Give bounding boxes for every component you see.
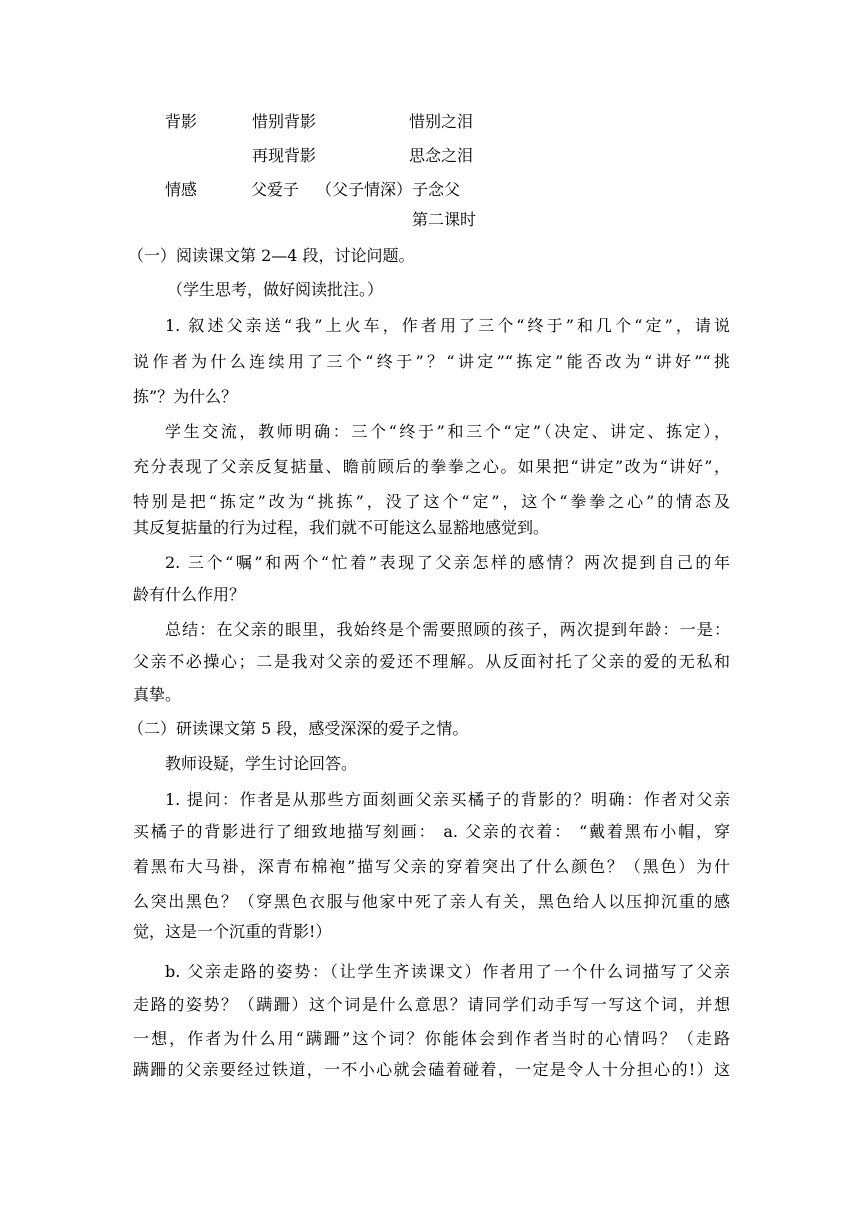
paragraph-line: 一想，作者为什么用“蹒跚”这个词？你能体会到作者当时的心情吗？（走路	[133, 1029, 730, 1048]
lesson-title: 第二课时	[412, 210, 477, 229]
paragraph-line: 1. 叙述父亲送“我”上火车，作者用了三个“终于”和几个“定”，请说	[165, 316, 730, 335]
paragraph-line: 龄有什么作用？	[133, 585, 246, 604]
section-note: 教师设疑，学生讨论回答。	[165, 754, 358, 773]
paragraph-line: 蹒跚的父亲要经过铁道，一不小心就会磕着碰着，一定是令人十分担心的!）这	[133, 1060, 730, 1079]
paragraph-line: 真挚。	[133, 685, 182, 704]
paragraph-line: 充分表现了父亲反复掂量、瞻前顾后的拳拳之心。如果把“讲定”改为“讲好”，	[133, 457, 730, 476]
paragraph-line: 1. 提问：作者是从那些方面刻画父亲买橘子的背影的？明确：作者对父亲	[165, 790, 730, 809]
summary-cell-tears: （父子情深）子念父	[316, 180, 461, 199]
paragraph-line: 觉，这是一个沉重的背影!）	[133, 922, 332, 941]
paragraph-line: 说作者为什么连续用了三个“终于”？“讲定”“拣定”能否改为“讲好”“挑	[133, 352, 730, 371]
summary-row	[0, 112, 860, 132]
summary-cell-tears: 惜别之泪	[409, 112, 474, 131]
paragraph-line: 么突出黑色？（穿黑色衣服与他家中死了亲人有关，黑色给人以压抑沉重的感	[133, 892, 730, 911]
summary-cell-scene: 惜别背影	[252, 112, 317, 131]
paragraph-line: 走路的姿势？（蹒跚）这个词是什么意思？请同学们动手写一写这个词，并想	[133, 995, 730, 1014]
paragraph-line: 着黑布大马褂，深青布棉袍”描写父亲的穿着突出了什么颜色？（黑色）为什	[133, 857, 730, 876]
paragraph-line: 拣”？为什么？	[133, 387, 238, 406]
summary-cell-scene: 再现背影	[252, 146, 317, 165]
summary-cell-scene: 父爱子	[251, 180, 300, 199]
summary-cell-topic: 背影	[165, 112, 198, 131]
section-heading: （一）阅读课文第 2—4 段，讨论问题。	[128, 246, 415, 265]
summary-cell-topic: 情感	[165, 180, 198, 199]
paragraph-line: 买橘子的背影进行了细致地描写刻画： a. 父亲的衣着： “戴着黑布小帽，穿	[133, 822, 730, 841]
summary-row	[0, 180, 860, 200]
paragraph-line: 学生交流，教师明确：三个“终于”和三个“定”（决定、讲定、拣定），	[165, 422, 730, 441]
paragraph-line: 2. 三个“嘱”和两个“忙着”表现了父亲怎样的感情？两次提到自己的年	[165, 553, 730, 572]
section-note: （学生思考，做好阅读批注。）	[167, 280, 384, 299]
paragraph-line: 其反复掂量的行为过程，我们就不可能这么显豁地感觉到。	[133, 518, 550, 537]
paragraph-line: 总结：在父亲的眼里，我始终是个需要照顾的孩子，两次提到年龄：一是：	[165, 620, 730, 639]
paragraph-line: 父亲不必操心；二是我对父亲的爱还不理解。从反面衬托了父亲的爱的无私和	[133, 652, 730, 671]
summary-row	[0, 146, 860, 166]
paragraph-line: 特别是把“拣定”改为“挑拣”，没了这个“定”，这个“拳拳之心”的情态及	[133, 492, 730, 511]
summary-cell-tears: 思念之泪	[409, 146, 474, 165]
paragraph-line: b. 父亲走路的姿势：（让学生齐读课文）作者用了一个什么词描写了父亲	[165, 962, 730, 981]
section-heading: （二）研读课文第 5 段，感受深深的爱子之情。	[128, 719, 469, 738]
